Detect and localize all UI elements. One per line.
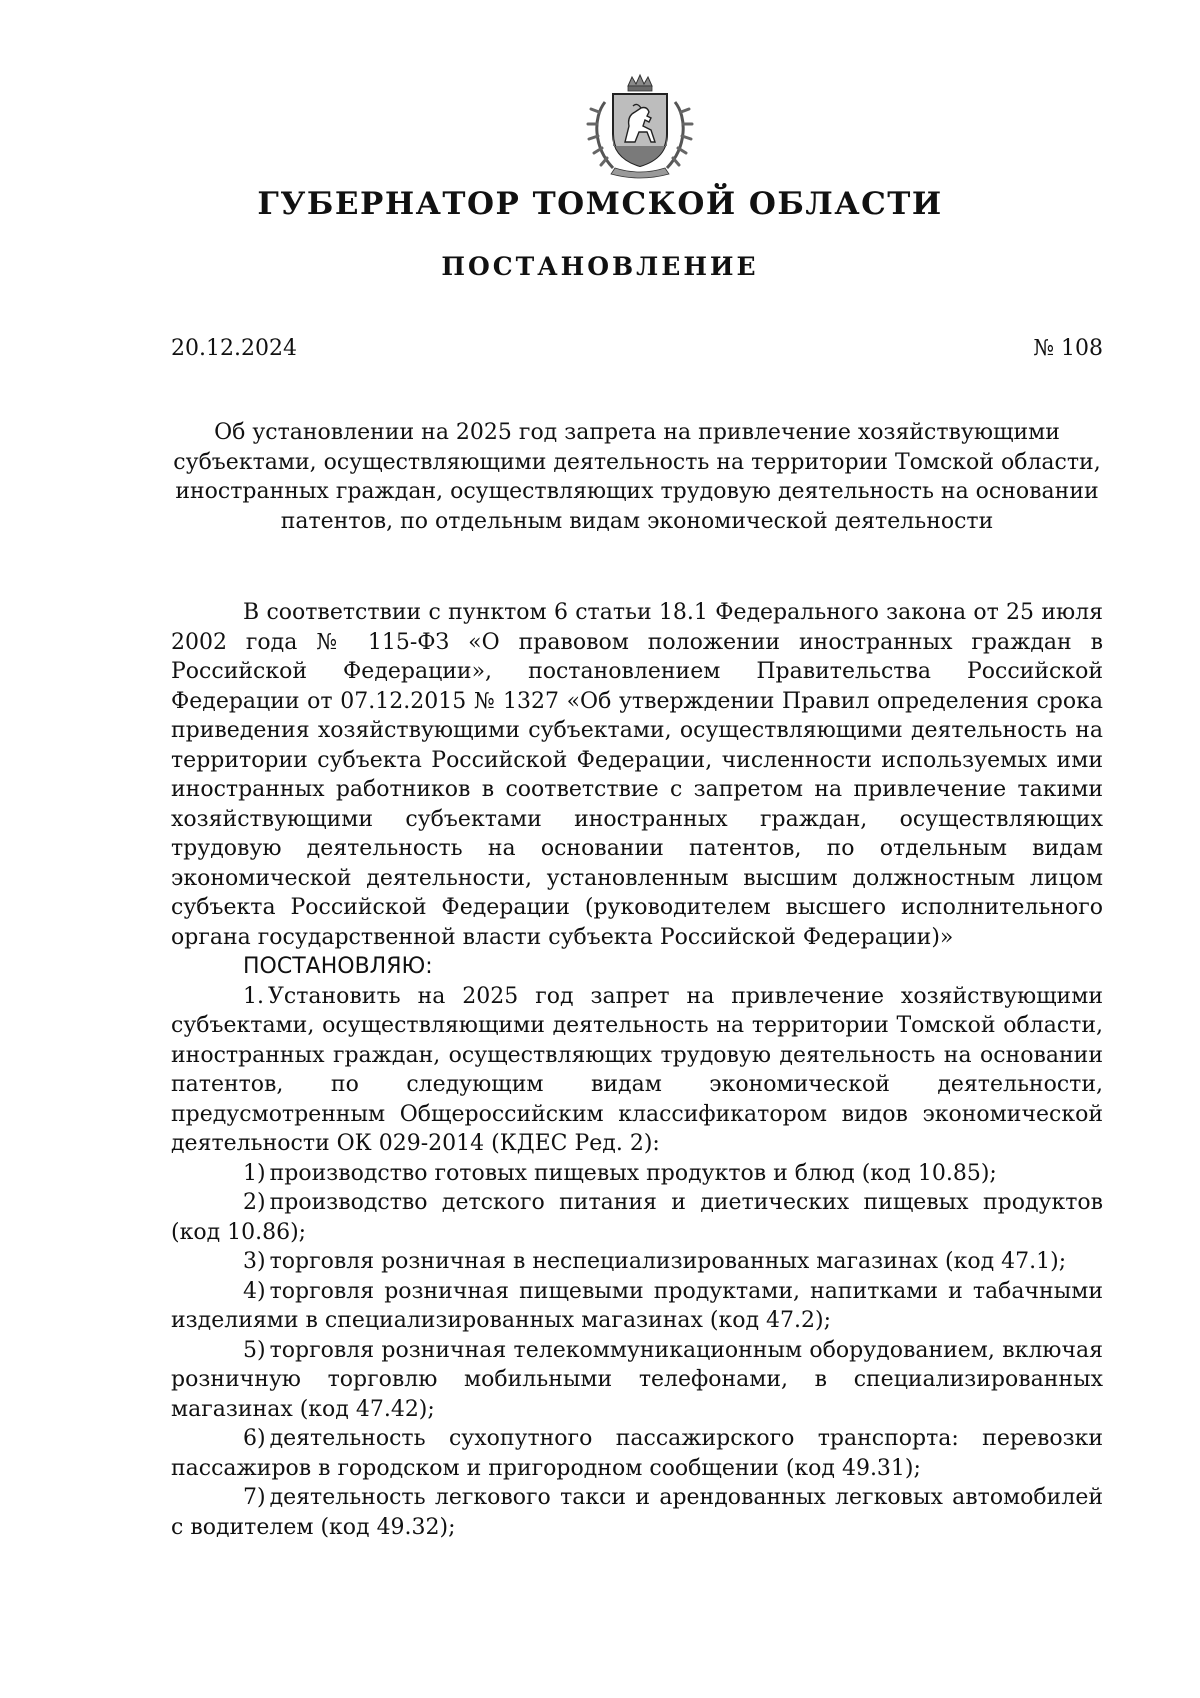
governor-title: ГУБЕРНАТОР ТОМСКОЙ ОБЛАСТИ [257, 186, 943, 222]
document-number: № 108 [1033, 336, 1103, 361]
resolve-word: ПОСТАНОВЛЯЮ: [243, 954, 433, 979]
list-item-text: торговля розничная телекоммуникационным оборудованием, включая розничную торговлю мобильными телефонами, в специализированных магазинах (код 47.42); [171, 1337, 1103, 1422]
list-item-text: деятельность сухопутного пассажирского транспорта: перевозки пассажиров в городском и пригородном сообщении (код 49.31); [171, 1426, 1103, 1481]
list-item-number: 5) [243, 1337, 266, 1363]
document-body [171, 598, 1103, 1542]
list-item-number: 7) [243, 1485, 266, 1510]
list-item-text: производство готовых пищевых продуктов и блюд (код 10.85); [269, 1160, 997, 1186]
list-item-number: 3) [243, 1249, 266, 1274]
list-item-text: торговля розничная пищевыми продуктами, напитками и табачными изделиями в специализированных магазинах (код 47.2); [171, 1278, 1103, 1333]
list-item [171, 1188, 1103, 1247]
list-item [171, 1336, 1103, 1425]
preamble-paragraph: В соответствии с пунктом 6 статьи 18.1 Федерального закона от 25 июля 2002 года № 115-ФЗ «О правовом положении иностранных граждан в Российской Федерации», постановлением Правительства Российской Федерации от 07.12.2015 № 1327 «Об утверждении Правил определения срока приведения хозяйствующими субъектами, осуществляющими деятельность на территории субъекта Российской Федерации, численности используемых ими иностранных работников в соответствие с запретом на привлечение такими хозяйствующими субъектами иностранных граждан, осуществляющих трудовую деятельность на основании патентов, по отдельным видам экономической деятельности, установленным высшим должностным лицом субъекта Российской Федерации (руководителем высшего исполнительного органа государственной власти субъекта Российской Федерации)» [171, 600, 1103, 950]
list-item-text: производство детского питания и диетических пищевых продуктов (код 10.86); [171, 1190, 1103, 1245]
list-item [171, 1159, 1103, 1189]
list-item-number: 2) [243, 1190, 266, 1215]
clause-text: Установить на 2025 год запрет на привлечение хозяйствующими субъектами, осуществляющими деятельность на территории Томской области, иностранных граждан, осуществляющих трудовую деятельность на основании патентов, по следующим видам экономической деятельности, предусмотренным Общероссийским классификатором видов экономической деятельности ОК 029-2014 (КДЕС Ред. 2): [171, 983, 1103, 1156]
list-item [171, 1483, 1103, 1542]
document-subject-title: Об установлении на 2025 год запрета на привлечение хозяйствующими субъектами, осуществляющими деятельность на территории Томской области, иностранных граждан, осуществляющих трудовую деятельность на основании патентов, по отдельным видам экономической деятельности [173, 420, 1101, 534]
list-item-text: деятельность легкового такси и арендованных легковых автомобилей с водителем (код 49.32); [171, 1485, 1103, 1540]
clause-number: 1. [243, 983, 264, 1009]
tomsk-coat-of-arms-emblem [585, 72, 695, 180]
list-item-text: торговля розничная в неспециализированных магазинах (код 47.1); [269, 1249, 1067, 1274]
clause-1 [171, 982, 1103, 1159]
document-date: 20.12.2024 [171, 336, 297, 361]
document-type-heading: ПОСТАНОВЛЕНИЕ [441, 252, 759, 281]
list-item [171, 1277, 1103, 1336]
list-item-number: 6) [243, 1426, 266, 1451]
list-item-number: 4) [243, 1278, 266, 1304]
list-item [171, 1424, 1103, 1483]
list-item [171, 1247, 1103, 1277]
list-item-number: 1) [243, 1160, 266, 1186]
